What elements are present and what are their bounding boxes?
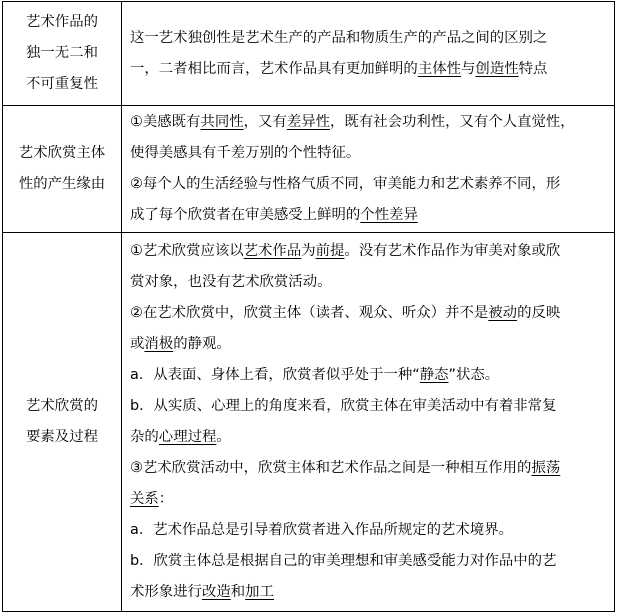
table-row-elements-process — [3, 233, 615, 612]
underlined-term: 主体性 — [417, 60, 462, 77]
body-text: 为 — [301, 243, 316, 259]
body-line — [130, 54, 608, 85]
body-text: 与 — [461, 60, 476, 77]
table-row-uniqueness — [3, 2, 615, 106]
body-text: 或 — [130, 336, 145, 352]
body-line — [130, 267, 608, 298]
body-text: 杂的 — [130, 429, 159, 445]
body-text: 使得美感具有千差万别的个性特征。 — [130, 145, 361, 161]
body-text: b．欣赏主体总是根据自己的审美理想和审美感受能力对作品中的艺 — [130, 553, 557, 569]
underlined-term: 改造 — [201, 584, 231, 600]
body-text: 一，二者相比而言，艺术作品具有更加鲜明的 — [130, 60, 418, 77]
row-title-line: 性的产生缘由 — [18, 176, 106, 192]
body-text: a．艺术作品总是引导着欣赏者进入作品所规定的艺术境界。 — [130, 522, 513, 538]
body-text: 成了每个欣赏者在审美感受上鲜明的 — [130, 207, 361, 223]
row-body-cell — [122, 106, 615, 233]
body-text: 术形象进行 — [130, 584, 202, 600]
body-text: ，既有社会功利性，又有个人直觉性， — [330, 114, 575, 130]
row-title-line: 艺术作品的 — [26, 14, 98, 30]
row-title-line: 独一无二和 — [26, 45, 98, 61]
underlined-term: 被动 — [488, 305, 518, 321]
body-line — [130, 329, 608, 360]
body-line — [130, 546, 608, 577]
body-text: ②每个人的生活经验与性格气质不同，审美能力和艺术素养不同，形 — [130, 176, 561, 192]
row-title-line: 要素及过程 — [26, 429, 98, 445]
notes-table — [2, 1, 615, 612]
body-line — [130, 298, 608, 329]
body-line — [130, 515, 608, 546]
body-line — [130, 23, 608, 54]
body-line — [130, 360, 608, 391]
underlined-term: 振荡 — [531, 460, 561, 476]
underlined-term: 加工 — [245, 584, 274, 600]
body-line — [130, 422, 608, 453]
row-title-line: 不可重复性 — [26, 76, 98, 92]
row-title-cell — [3, 233, 122, 612]
body-text: ，又有 — [243, 114, 287, 130]
underlined-term: 关系 — [130, 491, 159, 507]
body-line — [130, 484, 608, 515]
body-text: 的静观。 — [173, 336, 231, 352]
underlined-term: 前提 — [315, 243, 345, 259]
row-title-cell — [3, 2, 122, 106]
body-text: 。没有艺术作品作为审美对象或欣 — [344, 243, 561, 259]
body-text: ②在艺术欣赏中，欣赏主体（读者、观众、听众）并不是 — [130, 305, 489, 321]
underlined-term: 创造性 — [475, 60, 519, 77]
body-text: 。 — [216, 429, 231, 445]
body-text: 赏对象，也没有艺术欣赏活动。 — [130, 274, 332, 290]
body-line — [130, 138, 608, 169]
body-text: 和 — [230, 584, 246, 600]
row-body-cell — [122, 233, 615, 612]
table-row-subjectivity-origin — [3, 106, 615, 233]
body-line — [130, 236, 608, 267]
body-text: 这一艺术独创性是艺术生产的产品和物质生产的产品之间的区别之 — [130, 29, 548, 46]
underlined-term: 消极 — [144, 336, 174, 352]
body-line — [130, 169, 608, 200]
underlined-term: 心理过程 — [158, 429, 217, 445]
body-text: ①艺术欣赏应该以 — [130, 243, 244, 259]
underlined-term: 艺术作品 — [243, 243, 302, 259]
body-text: 特点 — [518, 60, 548, 77]
underlined-term: 个性差异 — [360, 207, 418, 223]
row-title-line: 艺术欣赏主体 — [18, 145, 106, 161]
body-text: ①美感既有 — [130, 114, 201, 130]
body-text: ”状态。 — [448, 367, 500, 383]
body-line — [130, 453, 608, 484]
underlined-term: 共同性 — [200, 114, 244, 130]
body-text: ： — [158, 491, 174, 507]
row-title-line: 艺术欣赏的 — [26, 398, 98, 414]
body-line — [130, 577, 608, 608]
body-line — [130, 391, 608, 422]
body-line — [130, 107, 608, 138]
body-text: 的反映 — [517, 305, 561, 321]
row-body-cell — [122, 2, 615, 106]
body-line — [130, 200, 608, 231]
row-title-cell — [3, 106, 122, 233]
underlined-term: 静态 — [419, 367, 449, 383]
body-text: a．从表面、身体上看，欣赏者似乎处于一种“ — [130, 367, 420, 383]
underlined-term: 差异性 — [286, 114, 331, 130]
body-text: b．从实质、心理上的角度来看，欣赏主体在审美活动中有着非常复 — [130, 398, 557, 414]
body-text: ③艺术欣赏活动中，欣赏主体和艺术作品之间是一种相互作用的 — [130, 460, 532, 476]
